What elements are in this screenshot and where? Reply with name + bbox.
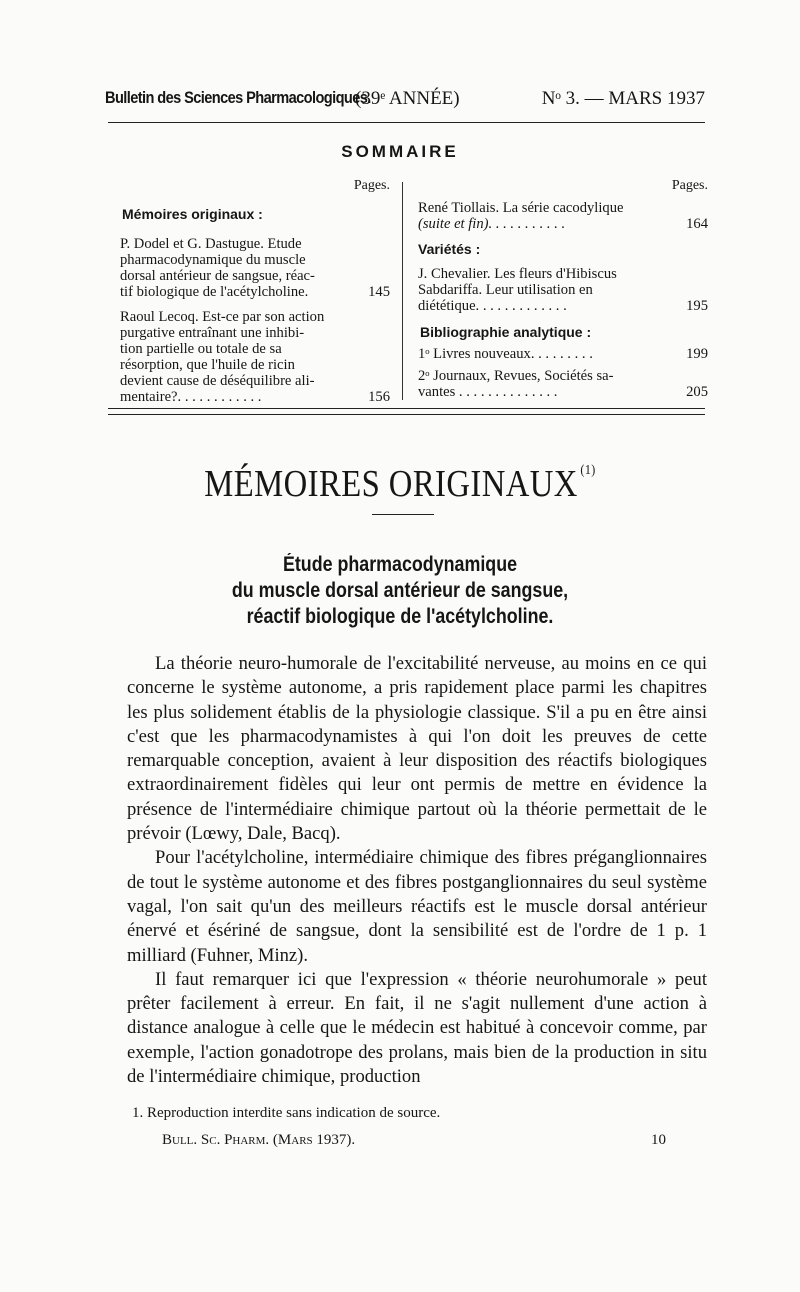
toc-entry-dodel[interactable] [120, 236, 390, 300]
article-body [127, 652, 707, 1089]
journal-title: Bulletin des Sciences Pharmacologiques. [105, 88, 371, 107]
sommaire-end-rule [108, 408, 705, 415]
pages-label-left: Pages. [353, 178, 390, 193]
toc-entry-journaux[interactable] [418, 368, 708, 400]
toc-line: devient cause de déséquilibre ali- [120, 373, 315, 389]
journal-year: (39ᵉ ANNÉE) [355, 88, 460, 109]
toc-line: dorsal antérieur de sangsue, réac- [120, 268, 315, 284]
toc-line: René Tiollais. La série cacodylique [418, 200, 624, 216]
toc-line: vantes . . . . . . . . . . . . . . [418, 384, 558, 400]
toc-column-divider [402, 182, 403, 400]
toc-line: Raoul Lecoq. Est-ce par son action [120, 309, 325, 325]
toc-section-bibliographie: Bibliographie analytique : [420, 324, 592, 340]
toc-page-number: 145 [368, 284, 390, 300]
article-title-line: réactif biologique de l'acétylcholine. [246, 605, 554, 628]
paragraph-2: Pour l'acétylcholine, intermédiaire chimique des fibres préganglionnaires de tout le système autonome et des fibres postganglionnaires du seul système vagal, l'on sait qu'un des meilleurs réactifs est le muscle dorsal antérieur énervé et ésériné de sangsue, dont la sensibilité est de l'ordre de 1 p. 1 milliard (Fuhner, Minz). [127, 847, 707, 966]
footnote: 1. Reproduction interdite sans indication de source. [132, 1105, 441, 1121]
article-title [60, 552, 740, 630]
paragraph-3: Il faut remarquer ici que l'expression « théorie neurohumorale » peut prêter facilement à erreur. En fait, il ne s'agit nullement d'une action à distance analogue à celle que le médecin est habitué à concevoir comme, par exemple, l'action gonadotrope des prolans, mais bien de la production in situ de l'intermédiaire chimique, production [127, 968, 707, 1088]
page-number: 10 [651, 1132, 666, 1148]
toc-right-column [418, 178, 708, 400]
pages-label-right: Pages. [671, 178, 708, 193]
toc-line: tion partielle ou totale de sa [120, 341, 282, 357]
toc-line: 2ᵒ Journaux, Revues, Sociétés sa- [418, 368, 614, 384]
toc-line: mentaire?. . . . . . . . . . . . [120, 389, 262, 405]
toc-entry-tiollais[interactable] [418, 200, 708, 232]
article-title-line: du muscle dorsal antérieur de sangsue, [231, 579, 569, 602]
toc-page-number: 205 [686, 384, 708, 400]
toc-line: (suite et fin). . . . . . . . . . . [418, 216, 566, 232]
toc-line: P. Dodel et G. Dastugue. Etude [120, 236, 302, 252]
footer-citation: Bull. Sc. Pharm. (Mars 1937). [162, 1132, 356, 1148]
toc-entry-lecoq[interactable] [120, 309, 390, 405]
header-rule [108, 122, 705, 123]
toc-left-column [120, 178, 390, 405]
toc-page-number: 195 [686, 298, 708, 314]
toc-line: 1ᵒ Livres nouveaux. . . . . . . . . [418, 346, 593, 362]
toc-page-number: 199 [686, 346, 708, 362]
footnote-ref[interactable]: (1) [580, 463, 596, 478]
toc-page-number: 156 [368, 389, 390, 405]
toc-section-varietes: Variétés : [418, 241, 481, 257]
toc-entry-chevalier[interactable] [418, 266, 708, 314]
toc-line: pharmacodynamique du muscle [120, 252, 306, 268]
toc-section-memoires: Mémoires originaux : [122, 206, 263, 222]
toc-entry-livres[interactable] [418, 346, 708, 362]
toc-page-number: 164 [686, 216, 708, 232]
toc-line: tif biologique de l'acétylcholine. [120, 284, 309, 300]
paragraph-1: La théorie neuro-humorale de l'excitabilité nerveuse, au moins en ce qui concerne le système autonome, a pris rapidement place parmi les chapitres les plus solidement établis de la physiologie classique. S'il a pu en être ainsi c'est que les pharmacodynamistes à qui l'on doit les preuves de cette remarquable conception, avaient à leur disposition des réactifs biologiques extraordinairement fidèles qui leur ont permis de mettre en évidence la présence de l'intermédiaire chimique partout où la théorie permettait de le prévoir (Lœwy, Dale, Bacq). [127, 653, 707, 845]
title-rule [372, 514, 434, 515]
section-title [56, 462, 744, 506]
issue-number: Nᵒ 3. — MARS 1937 [541, 88, 705, 109]
section-title-text: MÉMOIRES ORIGINAUX [204, 463, 578, 505]
toc-line: J. Chevalier. Les fleurs d'Hibiscus [418, 266, 617, 282]
toc-line: Sabdariffa. Leur utilisation en [418, 282, 593, 298]
running-header [105, 88, 705, 116]
sommaire-title: SOMMAIRE [341, 142, 459, 161]
toc-line: diététique. . . . . . . . . . . . . [418, 298, 567, 314]
article-title-line: Étude pharmacodynamique [282, 553, 518, 576]
toc-line: purgative entraînant une inhibi- [120, 325, 305, 341]
toc-line: résorption, que l'huile de ricin [120, 357, 295, 373]
